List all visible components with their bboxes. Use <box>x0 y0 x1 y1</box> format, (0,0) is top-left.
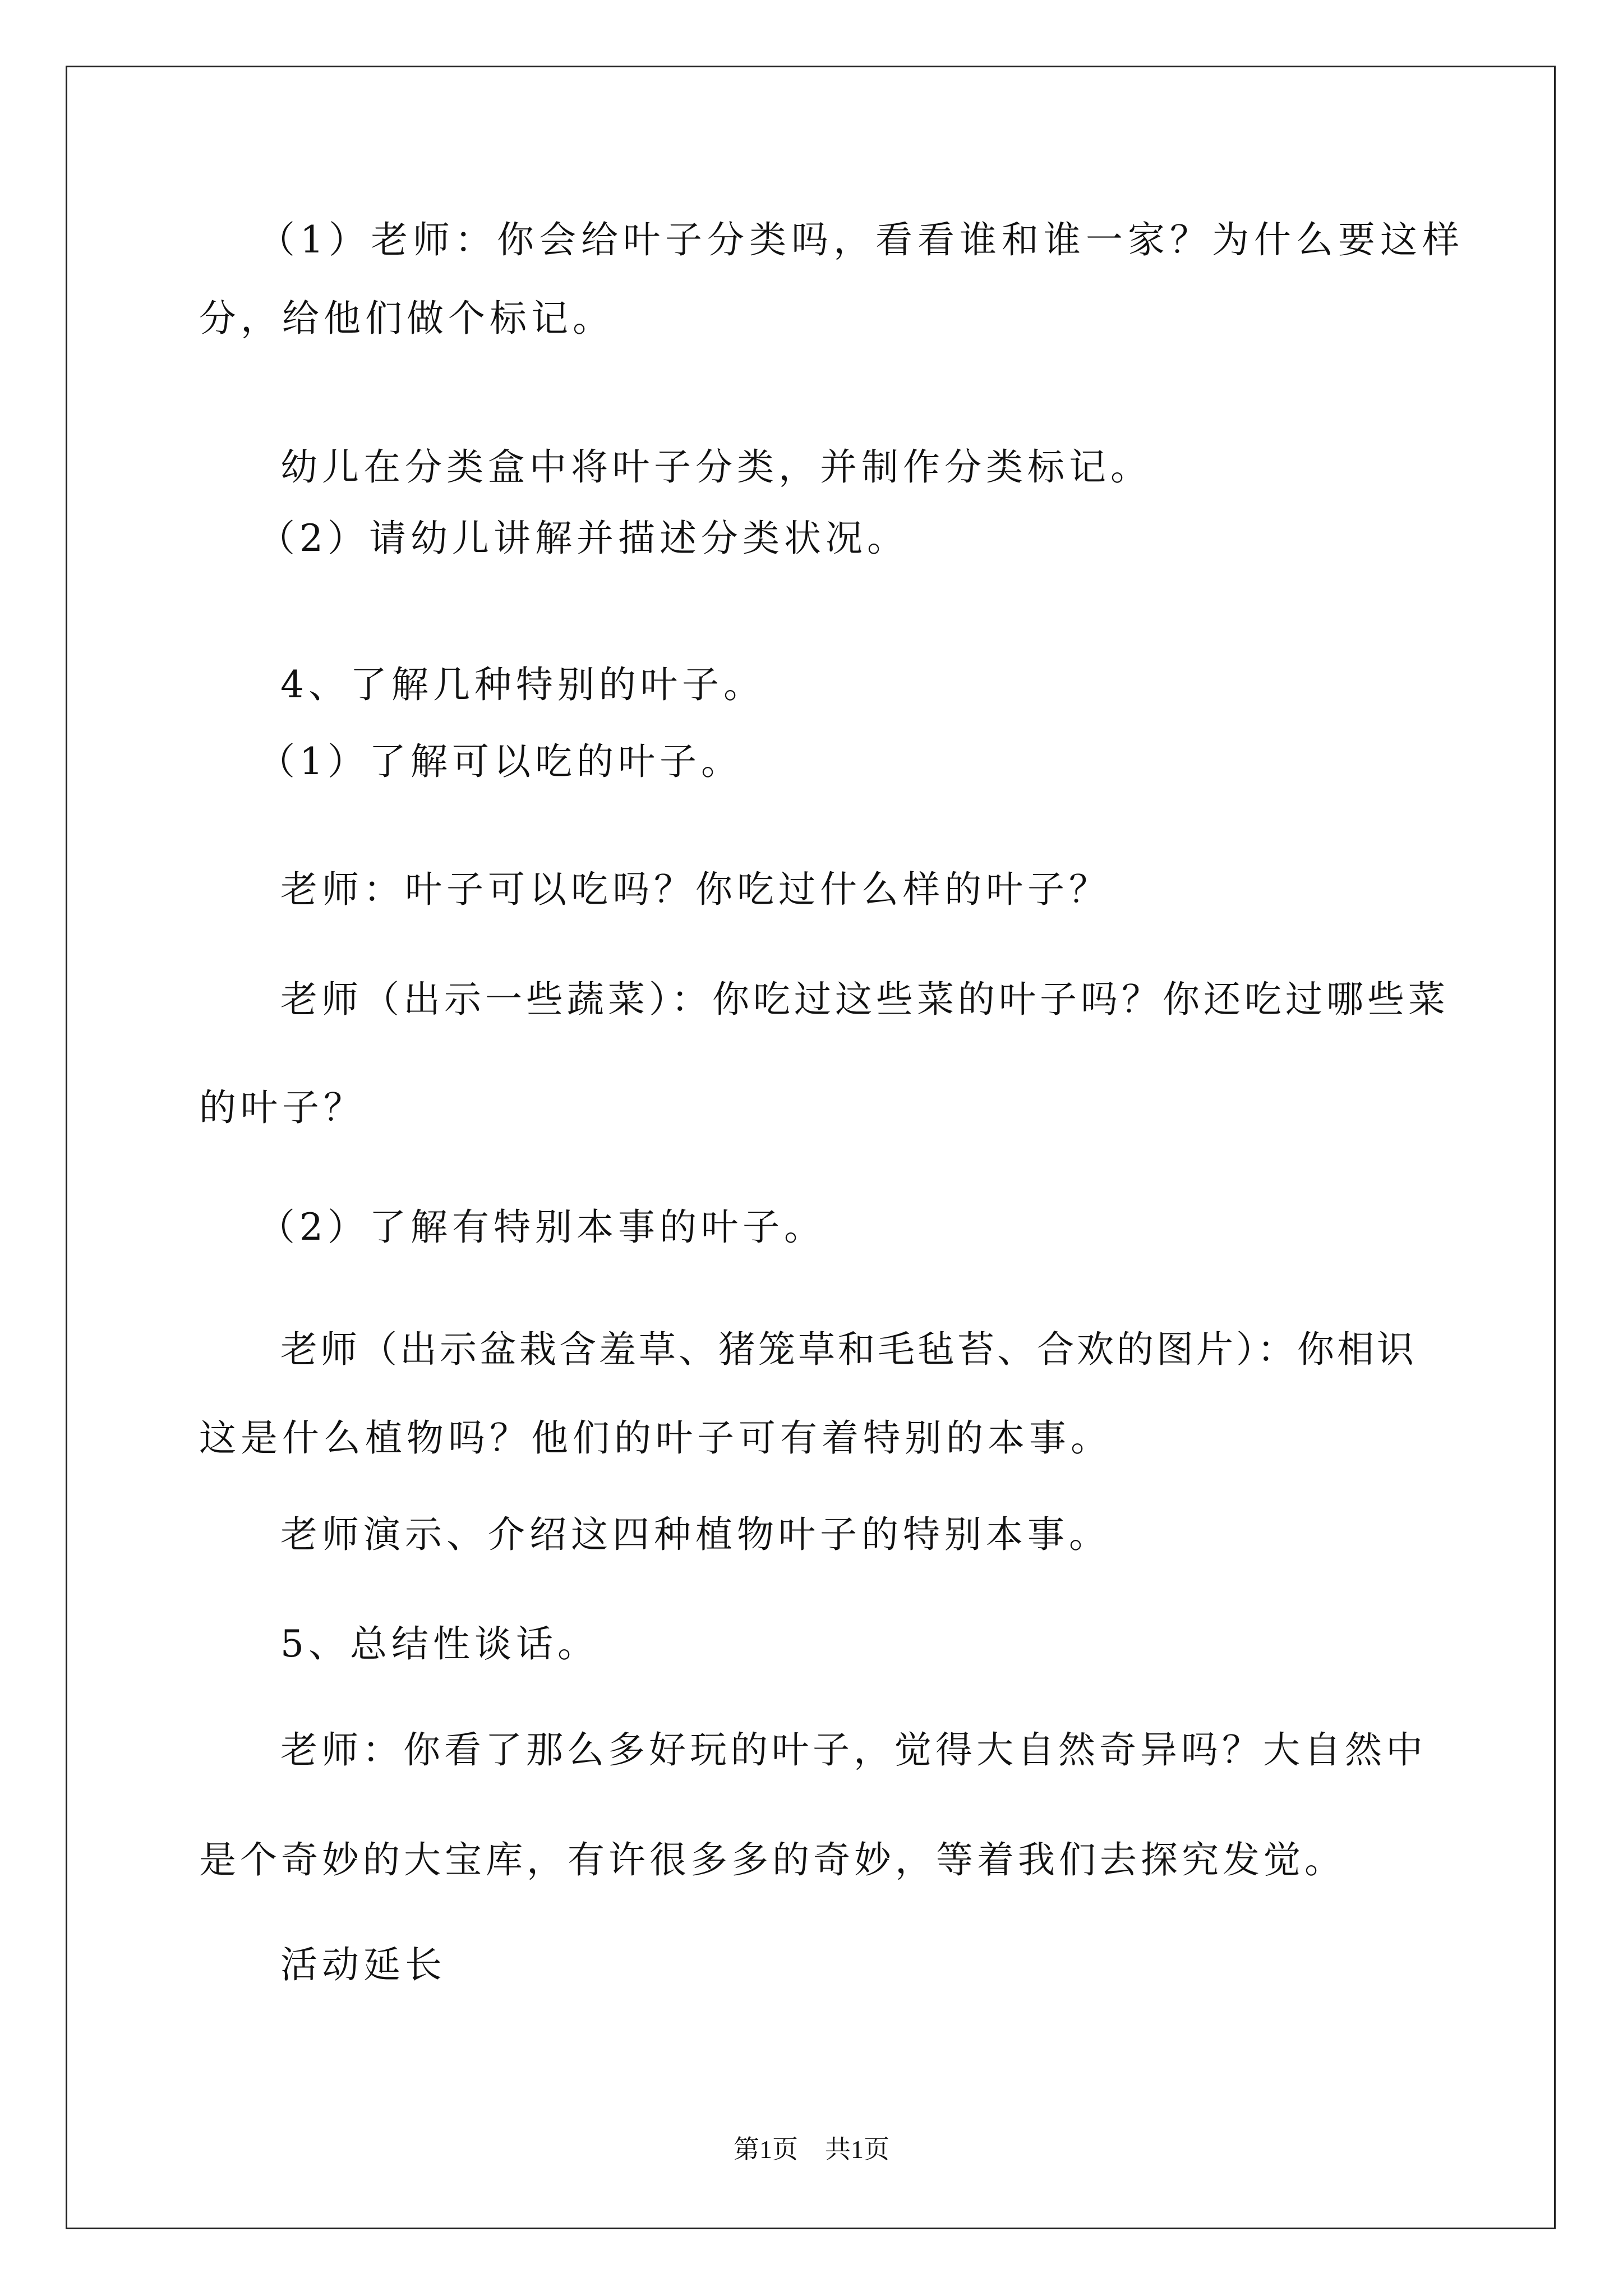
paragraph-line: （2）了解有特别本事的叶子。 <box>258 1205 826 1249</box>
paragraph-line: 老师（出示一些蔬菜）：你吃过这些菜的叶子吗？你还吃过哪些菜 <box>280 978 1449 1021</box>
paragraph-line: 老师演示、介绍这四种植物叶子的特别本事。 <box>280 1513 1110 1556</box>
paragraph-line: 分，给他们做个标记。 <box>199 297 614 340</box>
paragraph-line: 活动延长 <box>280 1943 446 1986</box>
paragraph-line: 是个奇妙的大宝库，有许很多多的奇妙，等着我们去探究发觉。 <box>199 1838 1345 1881</box>
page-total: 共1页 <box>825 2135 889 2164</box>
page-footer <box>0 2129 1623 2166</box>
paragraph-line: 老师（出示盆栽含羞草、猪笼草和毛毡苔、合欢的图片）：你相识 <box>280 1328 1417 1371</box>
paragraph-line: （1）老师：你会给叶子分类吗，看看谁和谁一家？为什么要这样 <box>258 218 1464 261</box>
section-heading: 4、了解几种特别的叶子。 <box>280 663 765 706</box>
paragraph-line: （1）了解可以吃的叶子。 <box>258 740 743 783</box>
paragraph-line: （2）请幼儿讲解并描述分类状况。 <box>258 517 909 560</box>
paragraph-line: 幼儿在分类盒中将叶子分类，并制作分类标记。 <box>280 445 1152 489</box>
section-heading: 5、总结性谈话。 <box>280 1622 599 1665</box>
paragraph-line: 老师：你看了那么多好玩的叶子，觉得大自然奇异吗？大自然中 <box>280 1728 1427 1772</box>
page-border <box>66 66 1556 2229</box>
paragraph-line: 老师：叶子可以吃吗？你吃过什么样的叶子？ <box>280 868 1110 911</box>
page-number: 第1页 <box>734 2135 798 2164</box>
paragraph-line: 的叶子？ <box>199 1086 365 1129</box>
paragraph-line: 这是什么植物吗？他们的叶子可有着特别的本事。 <box>199 1416 1112 1460</box>
